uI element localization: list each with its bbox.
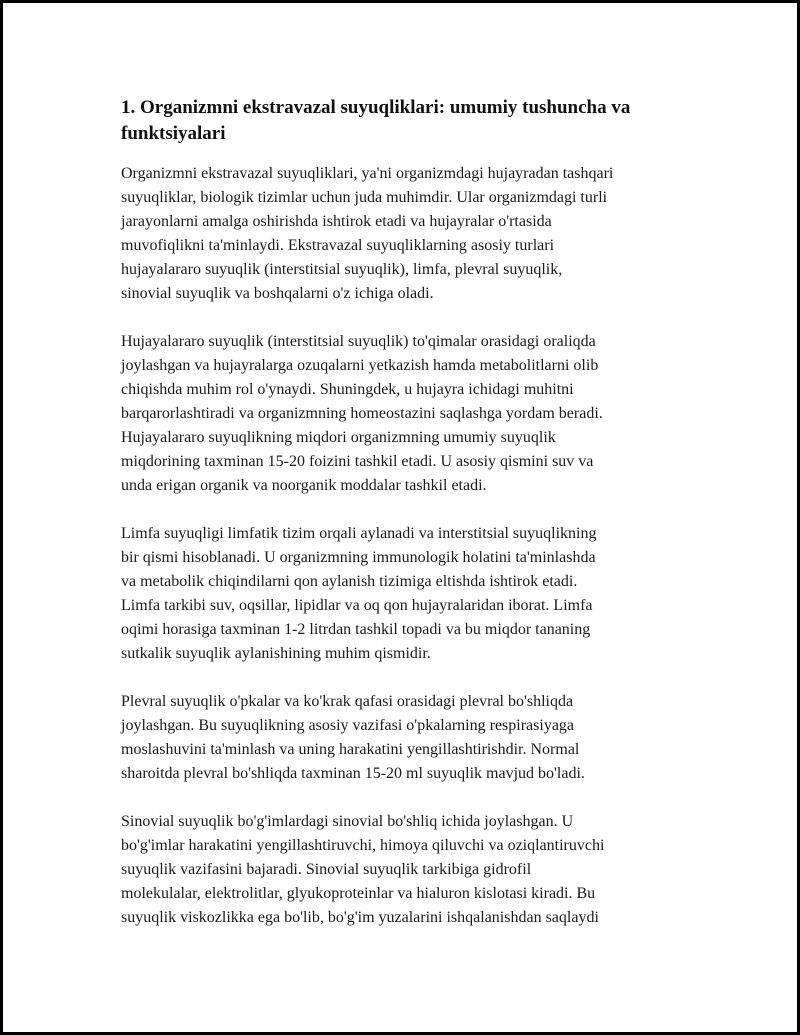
- text-line: sinovial suyuqlik va boshqalarni o'z ichiga oladi.: [121, 285, 434, 302]
- text-line: molekulalar, elektrolitlar, glyukoproteinlar va hialuron kislotasi kiradi. Bu: [121, 885, 596, 902]
- text-line: hujayalararo suyuqlik (interstitsial suyuqlik), limfa, plevral suyuqlik,: [121, 261, 563, 278]
- text-line: sharoitda plevral bo'shliqda taxminan 15-20 ml suyuqlik mavjud bo'ladi.: [121, 765, 585, 782]
- text-line: Limfa suyuqligi limfatik tizim orqali aylanadi va interstitsial suyuqlikning: [121, 525, 597, 542]
- text-line: sutkalik suyuqlik aylanishining muhim qismidir.: [121, 645, 431, 662]
- text-line: Hujayalararo suyuqlikning miqdori organizmning umumiy suyuqlik: [121, 429, 556, 446]
- paragraph-lymph: [121, 522, 701, 666]
- paragraph-pleural: [121, 690, 701, 786]
- text-line: bo'g'imlar harakatini yengillashtiruvchi, himoya qiluvchi va oziqlantiruvchi: [121, 837, 605, 854]
- text-line: unda erigan organik va noorganik moddalar tashkil etadi.: [121, 477, 487, 494]
- text-line: oqimi horasiga taxminan 1-2 litrdan tashkil topadi va bu miqdor tananing: [121, 621, 591, 638]
- text-line: miqdorining taxminan 15-20 foizini tashkil etadi. U asosiy qismini suv va: [121, 453, 594, 470]
- heading-line: 1. Organizmni ekstravazal suyuqliklari: umumiy tushuncha va: [121, 97, 631, 118]
- text-line: Hujayalararo suyuqlik (interstitsial suyuqlik) to'qimalar orasidagi oraliqda: [121, 333, 596, 350]
- paragraph-synovial: [121, 810, 701, 930]
- text-line: Organizmni ekstravazal suyuqliklari, ya'ni organizmdagi hujayradan tashqari: [121, 165, 614, 182]
- text-line: Limfa tarkibi suv, oqsillar, lipidlar va oq qon hujayralaridan iborat. Limfa: [121, 597, 593, 614]
- text-line: chiqishda muhim rol o'ynaydi. Shuningdek, u hujayra ichidagi muhitni: [121, 381, 574, 398]
- text-line: moslashuvini ta'minlash va uning harakatini yengillashtirishdir. Normal: [121, 741, 580, 758]
- text-line: joylashgan. Bu suyuqlikning asosiy vazifasi o'pkalarning respirasiyaga: [121, 717, 575, 734]
- heading-line: funktsiyalari: [121, 123, 226, 144]
- paragraph-intro: [121, 162, 701, 306]
- text-line: Sinovial suyuqlik bo'g'imlardagi sinovial bo'shliq ichida joylashgan. U: [121, 813, 574, 830]
- text-line: joylashgan va hujayralarga ozuqalarni yetkazish hamda metabolitlarni olib: [121, 357, 599, 374]
- text-line: va metabolik chiqindilarni qon aylanish tizimiga eltishda ishtirok etadi.: [121, 573, 578, 590]
- text-line: suyuqlik vazifasini bajaradi. Sinovial suyuqlik tarkibiga gidrofil: [121, 861, 532, 878]
- section-heading: [121, 95, 701, 147]
- text-line: Plevral suyuqlik o'pkalar va ko'krak qafasi orasidagi plevral bo'shliqda: [121, 693, 574, 710]
- text-line: barqarorlashtiradi va organizmning homeostazini saqlashga yordam beradi.: [121, 405, 603, 422]
- text-line: suyuqlik viskozlikka ega bo'lib, bo'g'im yuzalarini ishqalanishdan saqlaydi: [121, 909, 599, 926]
- document-body: [121, 95, 701, 954]
- paragraph-interstitial: [121, 330, 701, 498]
- text-line: suyuqliklar, biologik tizimlar uchun juda muhimdir. Ular organizmdagi turli: [121, 189, 608, 206]
- text-line: muvofiqlikni ta'minlaydi. Ekstravazal suyuqliklarning asosiy turlari: [121, 237, 555, 254]
- text-line: bir qismi hisoblanadi. U organizmning immunologik holatini ta'minlashda: [121, 549, 596, 566]
- text-line: jarayonlarni amalga oshirishda ishtirok etadi va hujayralar o'rtasida: [121, 213, 552, 230]
